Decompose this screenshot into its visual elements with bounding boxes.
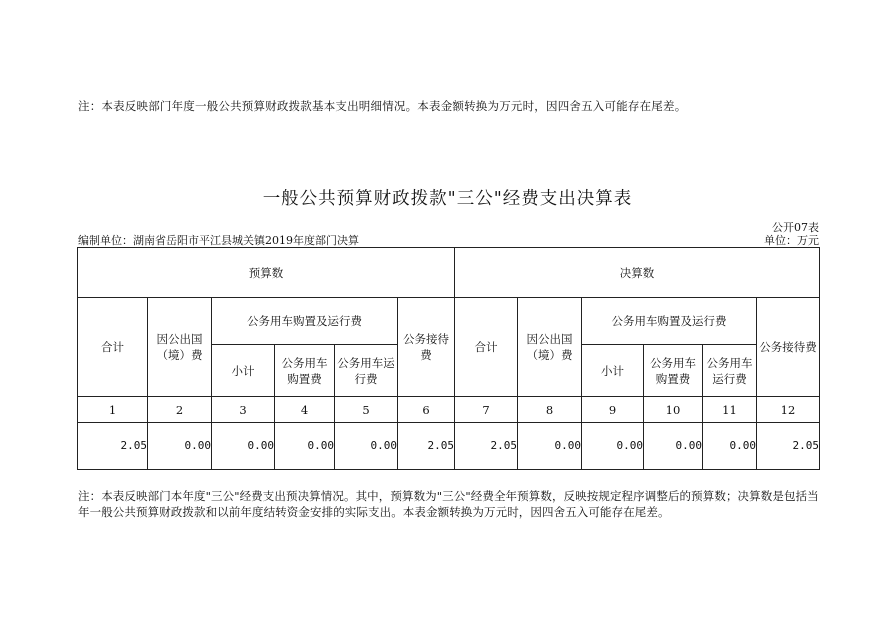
expense-table <box>77 247 820 470</box>
budget-total-header: 合计 <box>78 298 148 397</box>
final-total-value: 2.05 <box>455 423 518 470</box>
page-title: 一般公共预算财政拨款"三公"经费支出决算表 <box>262 189 633 209</box>
final-purchase-value: 0.00 <box>644 423 703 470</box>
value-row <box>78 423 820 470</box>
budget-subtotal-header: 小计 <box>212 345 275 397</box>
column-number-row <box>78 397 820 423</box>
final-purchase-header: 公务用车购置费 <box>644 345 703 397</box>
column-number: 12 <box>757 397 820 423</box>
final-reception-header: 公务接待费 <box>757 298 820 397</box>
column-number: 1 <box>78 397 148 423</box>
budget-purchase-value: 0.00 <box>275 423 335 470</box>
budget-vehicle-header: 公务用车购置及运行费 <box>212 298 398 345</box>
budget-abroad-value: 0.00 <box>148 423 212 470</box>
group-final-header: 决算数 <box>455 248 820 298</box>
budget-reception-header: 公务接待费 <box>398 298 455 397</box>
column-number: 4 <box>275 397 335 423</box>
form-number: 公开07表 <box>772 221 819 234</box>
column-number: 2 <box>148 397 212 423</box>
group-header-row <box>78 248 820 298</box>
column-number: 11 <box>703 397 757 423</box>
final-reception-value: 2.05 <box>757 423 820 470</box>
budget-abroad-header: 因公出国（境）费 <box>148 298 212 397</box>
final-operation-value: 0.00 <box>703 423 757 470</box>
column-number: 6 <box>398 397 455 423</box>
final-subtotal-value: 0.00 <box>582 423 644 470</box>
group-budget-header: 预算数 <box>78 248 455 298</box>
currency-unit: 单位：万元 <box>764 234 819 247</box>
final-vehicle-header: 公务用车购置及运行费 <box>582 298 757 345</box>
column-number: 10 <box>644 397 703 423</box>
final-abroad-header: 因公出国（境）费 <box>518 298 582 397</box>
budget-subtotal-value: 0.00 <box>212 423 275 470</box>
compiling-unit: 编制单位：湖南省岳阳市平江县城关镇2019年度部门决算 <box>78 234 359 247</box>
bottom-note: 注：本表反映部门本年度"三公"经费支出预决算情况。其中，预算数为"三公"经费全年预算数，反映按规定程序调整后的预算数；决算数是包括当年一般公共预算财政拨款和以前年度结转资金安排的实际支出。本表金额转换为万元时，因四舍五入可能存在尾差。 <box>78 489 819 519</box>
final-abroad-value: 0.00 <box>518 423 582 470</box>
final-subtotal-header: 小计 <box>582 345 644 397</box>
final-operation-header: 公务用车运行费 <box>703 345 757 397</box>
unit-row <box>78 232 819 248</box>
budget-purchase-header: 公务用车购置费 <box>275 345 335 397</box>
budget-operation-header: 公务用车运行费 <box>335 345 398 397</box>
column-header-row-1 <box>78 298 820 345</box>
column-number: 3 <box>212 397 275 423</box>
budget-total-value: 2.05 <box>78 423 148 470</box>
budget-operation-value: 0.00 <box>335 423 398 470</box>
budget-reception-value: 2.05 <box>398 423 455 470</box>
column-number: 7 <box>455 397 518 423</box>
column-number: 8 <box>518 397 582 423</box>
column-number: 5 <box>335 397 398 423</box>
column-number: 9 <box>582 397 644 423</box>
top-note: 注：本表反映部门年度一般公共预算财政拨款基本支出明细情况。本表金额转换为万元时，因四舍五入可能存在尾差。 <box>78 99 687 113</box>
final-total-header: 合计 <box>455 298 518 397</box>
